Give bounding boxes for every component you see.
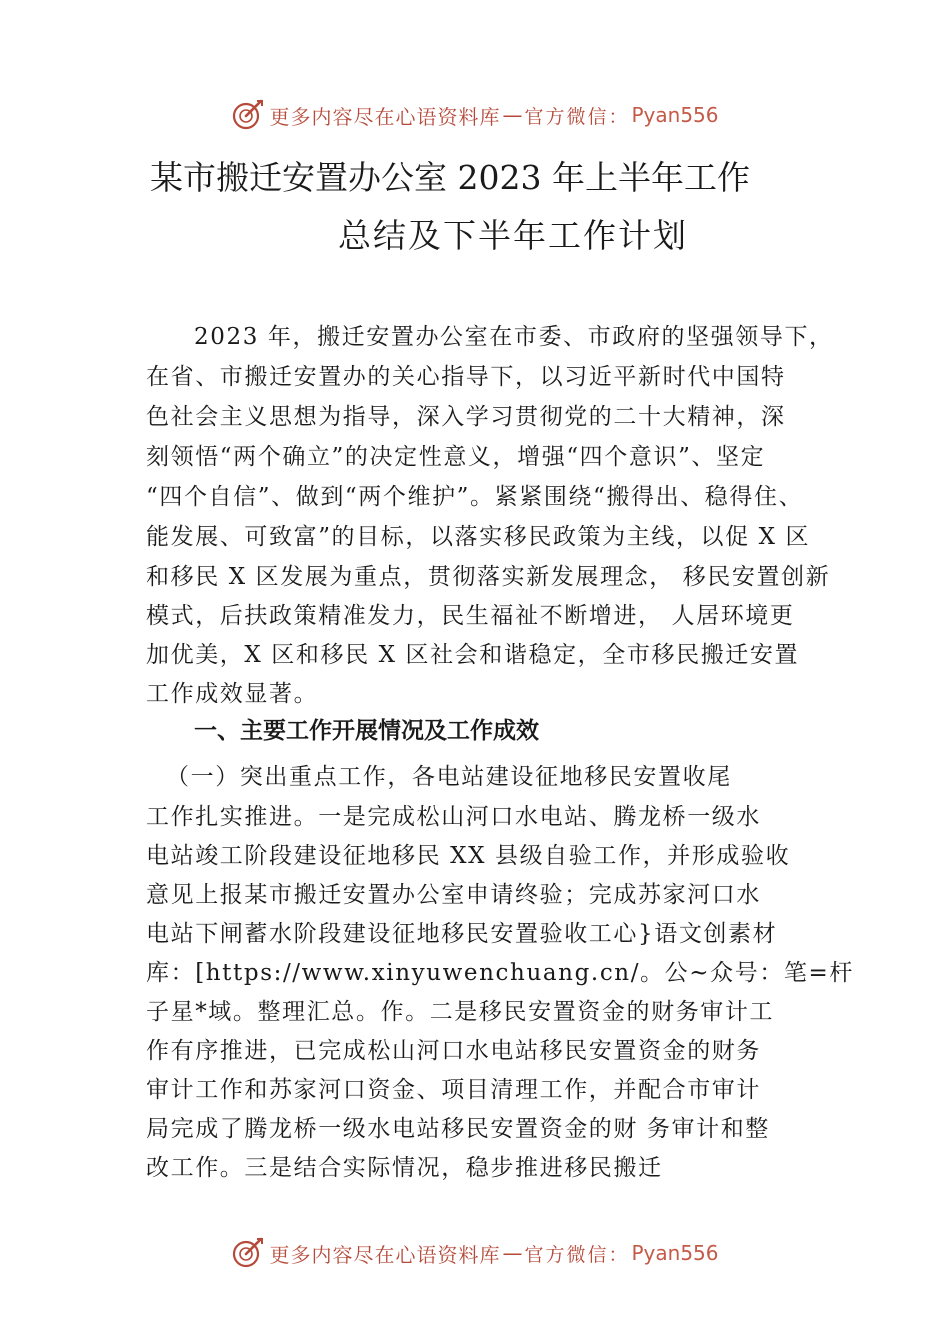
watermark-banner-bottom xyxy=(0,1233,950,1273)
watermark-wechat-label: 官方微信： xyxy=(524,105,630,128)
intro-line: 在省、市搬迁安置办的关心指导下，以习近平新时代中国特 xyxy=(146,364,786,390)
intro-line: “四个自信”、做到“两个维护”。紧紧围绕“搬得出、稳得住、 xyxy=(146,484,804,510)
intro-line: 刻领悟“两个确立”的决定性意义，增强“四个意识”、坚定 xyxy=(146,444,766,470)
watermark-separator: — xyxy=(502,1241,523,1265)
pen-nib-logo-icon xyxy=(231,98,265,132)
section1-line: 作有序推进，已完成松山河口水电站移民安置资金的财务 xyxy=(146,1038,761,1064)
section1-line: 工作扎实推进。一是完成松山河口水电站、腾龙桥一级水 xyxy=(146,804,761,830)
watermark-text: 更多内容尽在心语资料库 xyxy=(269,1242,501,1267)
section1-line: 审计工作和苏家河口资金、项目清理工作，并配合市审计 xyxy=(146,1077,761,1103)
watermark-banner-top xyxy=(0,95,950,135)
watermark-wechat-label: 官方微信： xyxy=(524,1243,630,1266)
intro-line: 加优美，X 区和移民 X 区社会和谐稳定，全市移民搬迁安置 xyxy=(146,642,800,668)
watermark-separator: — xyxy=(502,103,523,127)
watermark-text: 更多内容尽在心语资料库 xyxy=(269,104,501,129)
watermark-wechat-id: Pyan556 xyxy=(631,1241,719,1265)
section1-line: 改工作。三是结合实际情况，稳步推进移民搬迁 xyxy=(146,1155,663,1181)
section1-line: 电站竣工阶段建设征地移民 XX 县级自验工作，并形成验收 xyxy=(146,843,791,869)
intro-line: 和移民 X 区发展为重点，贯彻落实新发展理念， 移民安置创新 xyxy=(146,564,831,590)
intro-line: 能发展、可致富”的目标，以落实移民政策为主线，以促 X 区 xyxy=(146,524,811,550)
section1-line: 局完成了腾龙桥一级水电站移民安置资金的财 务审计和整 xyxy=(146,1116,770,1142)
section1-line: 电站下闸蓄水阶段建设征地移民安置验收工心}语文创素材 xyxy=(146,921,778,947)
section1-line: 子星*域。整理汇总。作。二是移民安置资金的财务审计工 xyxy=(146,999,775,1025)
section1-line: 库：[https://www.xinyuwenchuang.cn/。公~众号：笔=杆 xyxy=(146,960,854,986)
pen-nib-logo-icon xyxy=(231,1236,265,1270)
section1-line: 意见上报某市搬迁安置办公室申请终验；完成苏家河口水 xyxy=(146,882,761,908)
document-title-line2: 总结及下半年工作计划 xyxy=(338,216,688,255)
intro-line: 模式，后扶政策精准发力，民生福祉不断增进， 人居环境更 xyxy=(146,603,795,629)
section-heading: 一、主要工作开展情况及工作成效 xyxy=(194,718,539,744)
intro-line: 工作成效显著。 xyxy=(146,681,319,707)
watermark-wechat-id: Pyan556 xyxy=(631,103,719,127)
section1-line: （一）突出重点工作，各电站建设征地移民安置收尾 xyxy=(166,764,732,790)
intro-line: 色社会主义思想为指导，深入学习贯彻党的二十大精神，深 xyxy=(146,404,786,430)
document-title-line1: 某市搬迁安置办公室 2023 年上半年工作 xyxy=(150,158,750,197)
intro-line: 2023 年，搬迁安置办公室在市委、市政府的坚强领导下， xyxy=(194,324,834,350)
